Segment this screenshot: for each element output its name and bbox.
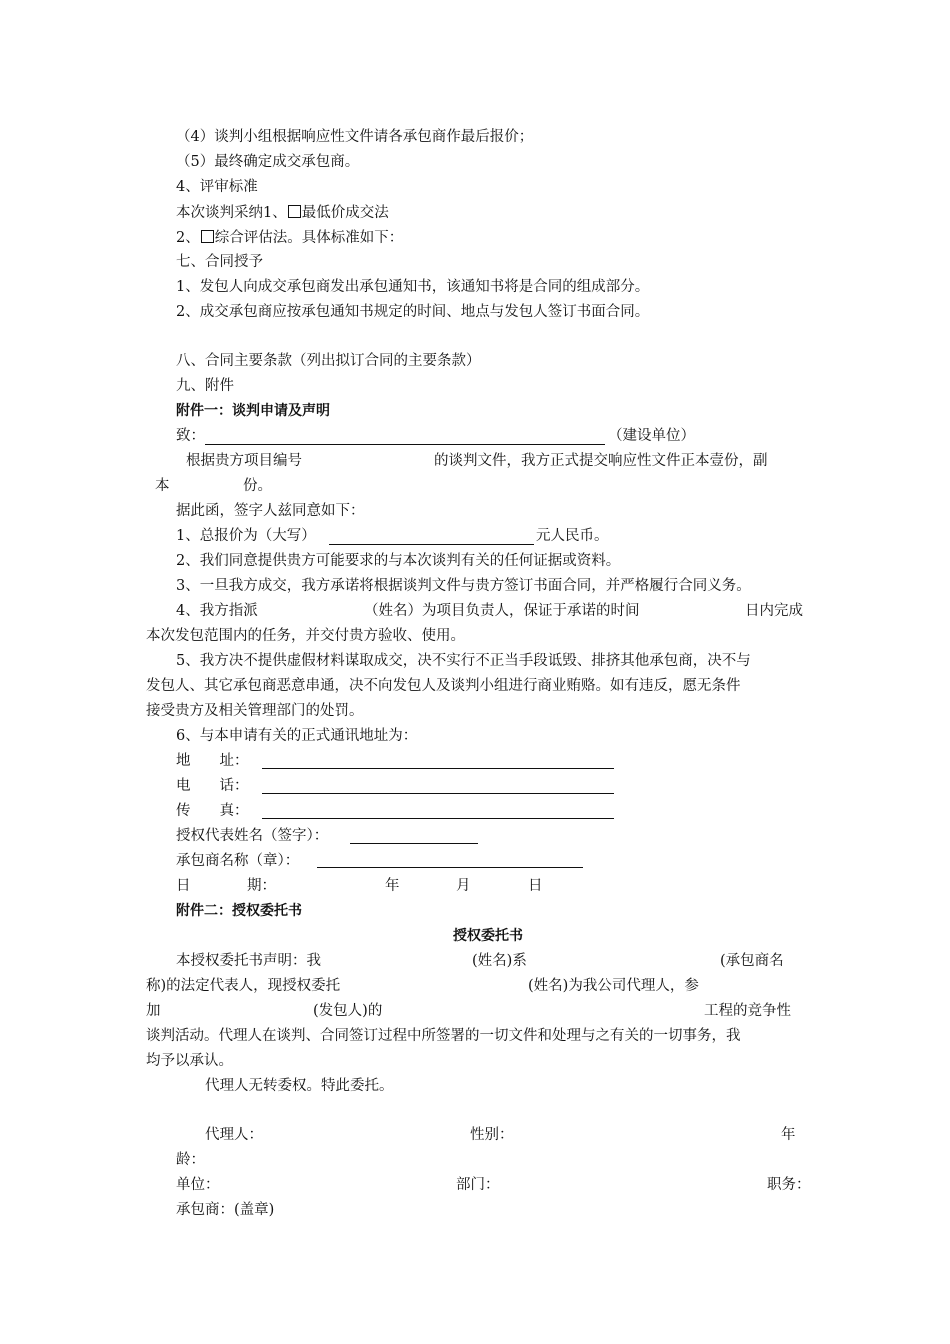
phone-field[interactable] bbox=[262, 793, 614, 794]
section-7-item-1: 1、发包人向成交承包商发出承包通知书，该通知书将是合同的组成部分。 bbox=[176, 279, 650, 295]
date-day: 日 bbox=[528, 878, 543, 894]
intro-d: 份。 bbox=[243, 478, 272, 494]
date-month: 月 bbox=[456, 878, 471, 894]
rep-name-field[interactable] bbox=[350, 843, 478, 844]
fax-label: 传 真： bbox=[176, 803, 249, 819]
annex-1-title: 附件一：谈判申请及声明 bbox=[176, 403, 330, 419]
eval-option-1: 本次谈判采纳1、 最低价成交法 bbox=[176, 205, 389, 221]
gender-label: 性别： bbox=[470, 1127, 514, 1143]
poa-line1-b: (姓名)系 bbox=[472, 953, 527, 969]
procedure-item-5: （5）最终确定成交承包商。 bbox=[176, 154, 360, 170]
department-label: 部门： bbox=[456, 1177, 500, 1193]
poa-line1-c: (承包商名 bbox=[720, 953, 784, 969]
unit-label: 单位： bbox=[176, 1177, 220, 1193]
declaration-4a: 4、我方指派 bbox=[176, 603, 258, 619]
section-7-item-2: 2、成交承包商应按承包通知书规定的时间、地点与发包人签订书面合同。 bbox=[176, 304, 650, 320]
price-blank[interactable] bbox=[329, 544, 534, 545]
power-of-attorney-title: 授权委托书 bbox=[453, 928, 523, 944]
date-label-day: 日 bbox=[176, 878, 191, 894]
price-label: 1、总报价为（大写） bbox=[176, 528, 316, 544]
to-blank[interactable] bbox=[205, 444, 605, 445]
poa-line3-c: 工程的竞争性 bbox=[704, 1003, 791, 1019]
position-label: 职务： bbox=[767, 1177, 811, 1193]
declaration-5-line1: 5、我方决不提供虚假材料谋取成交，决不实行不正当手段诋毁、排挤其他承包商，决不与 bbox=[176, 653, 751, 669]
section-8-title: 八、合同主要条款（列出拟订合同的主要条款） bbox=[176, 353, 481, 369]
poa-line6: 代理人无转委权。特此委托。 bbox=[205, 1078, 394, 1094]
price-suffix: 元人民币。 bbox=[536, 528, 609, 544]
address-label: 地 址： bbox=[176, 753, 249, 769]
checkbox-lowest-price[interactable] bbox=[288, 205, 301, 218]
intro-a: 根据贵方项目编号 bbox=[186, 453, 302, 469]
declaration-2: 2、我们同意提供贵方可能要求的与本次谈判有关的任何证据或资料。 bbox=[176, 553, 621, 569]
eval-option-2: 2、 综合评估法。具体标准如下： bbox=[176, 230, 404, 246]
intro-c: 本 bbox=[155, 478, 170, 494]
poa-line4: 谈判活动。代理人在谈判、合同签订过程中所签署的一切文件和处理与之有关的一切事务，我 bbox=[146, 1028, 741, 1044]
date-year: 年 bbox=[385, 878, 400, 894]
contractor-seal-label: 承包商：(盖章) bbox=[176, 1202, 275, 1218]
poa-line3-a: 加 bbox=[146, 1003, 161, 1019]
date-label-period: 期： bbox=[247, 878, 276, 894]
phone-label: 电 话： bbox=[176, 778, 249, 794]
poa-line2-a: 称)的法定代表人，现授权委托 bbox=[146, 978, 341, 994]
poa-line1-a: 本授权委托书声明：我 bbox=[176, 953, 321, 969]
hereby-line: 据此函，签字人兹同意如下： bbox=[176, 503, 365, 519]
age-label-a: 年 bbox=[781, 1127, 796, 1143]
address-field[interactable] bbox=[262, 768, 614, 769]
poa-line3-b: (发包人)的 bbox=[313, 1003, 383, 1019]
intro-b: 的谈判文件，我方正式提交响应性文件正本壹份，副 bbox=[434, 453, 768, 469]
contractor-name-label: 承包商名称（章）： bbox=[176, 853, 300, 869]
declaration-4b: （姓名）为项目负责人，保证于承诺的时间 bbox=[364, 603, 640, 619]
eval-standard-title: 4、评审标准 bbox=[176, 179, 258, 195]
procedure-item-4: （4）谈判小组根据响应性文件请各承包商作最后报价； bbox=[176, 129, 534, 145]
declaration-5-line2: 发包人、其它承包商恶意串通，决不向发包人及谈判小组进行商业贿赂。如有违反，愿无条件 bbox=[146, 678, 741, 694]
poa-line2-b: (姓名)为我公司代理人，参 bbox=[528, 978, 699, 994]
agent-label: 代理人： bbox=[205, 1127, 263, 1143]
declaration-3: 3、一旦我方成交，我方承诺将根据谈判文件与贵方签订书面合同，并严格履行合同义务。 bbox=[176, 578, 751, 594]
annex-2-title: 附件二：授权委托书 bbox=[176, 903, 302, 919]
poa-line5: 均予以承认。 bbox=[146, 1053, 233, 1069]
section-7-title: 七、合同授予 bbox=[176, 254, 263, 270]
declaration-4c: 日内完成 bbox=[745, 603, 803, 619]
fax-field[interactable] bbox=[262, 818, 614, 819]
to-suffix: （建设单位） bbox=[608, 428, 695, 444]
section-9-title: 九、附件 bbox=[176, 378, 234, 394]
checkbox-comprehensive[interactable] bbox=[201, 230, 214, 243]
age-label-b: 龄： bbox=[176, 1152, 205, 1168]
to-label: 致： bbox=[176, 428, 205, 444]
declaration-6: 6、与本申请有关的正式通讯地址为： bbox=[176, 728, 418, 744]
rep-name-label: 授权代表姓名（签字）： bbox=[176, 828, 329, 844]
declaration-5-line3: 接受贵方及相关管理部门的处罚。 bbox=[146, 703, 364, 719]
contractor-name-field[interactable] bbox=[317, 867, 583, 868]
declaration-4d: 本次发包范围内的任务，并交付贵方验收、使用。 bbox=[146, 628, 465, 644]
